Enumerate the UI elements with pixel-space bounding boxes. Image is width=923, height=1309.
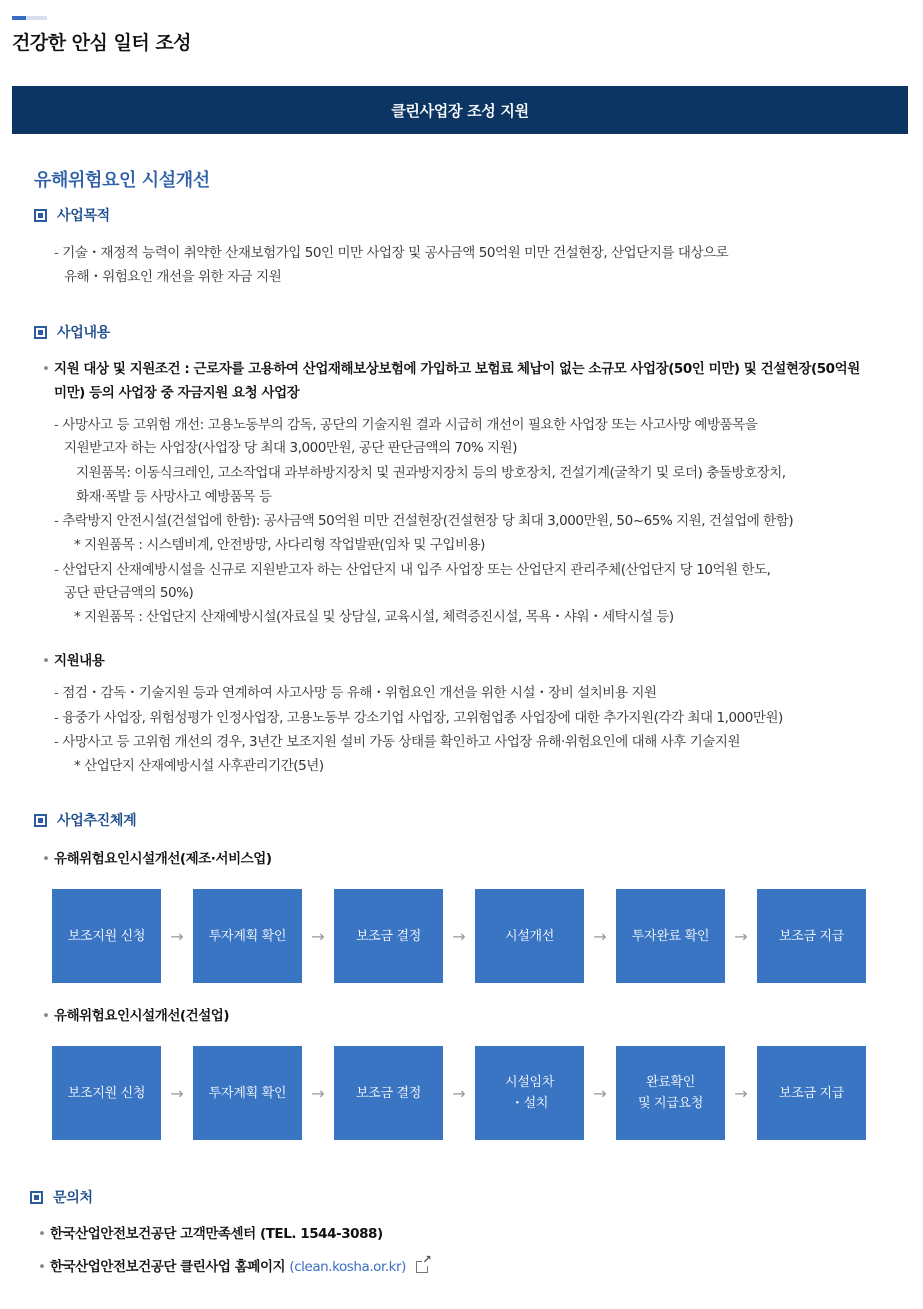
square-bullet-icon xyxy=(34,326,47,339)
contact-heading-label: 문의처 xyxy=(53,1190,93,1206)
flow1-step: 보조지원 신청 xyxy=(52,889,161,983)
flow1-title: 유해위험요인시설개선(제조·서비스업) xyxy=(54,851,272,867)
content-heading-label: 사업내용 xyxy=(57,325,110,341)
arrow-right-icon: → xyxy=(170,926,184,946)
purpose-line: - 기술・재정적 능력이 취약한 산재보험가입 50인 미만 사업장 및 공사금액 50억원 미만 건설현장, 산업단지를 대상으로 xyxy=(54,241,728,265)
support-line: * 산업단지 산재예방시설 사후관리기간(5년) xyxy=(74,758,324,774)
arrow-right-icon: → xyxy=(170,1083,184,1103)
flow1-step: 보조금 지급 xyxy=(757,889,866,983)
detail-line: 지원받고자 하는 사업장(사업장 당 최대 3,000만원, 공단 판단금액의 70% 지원) xyxy=(64,440,518,456)
support-line: - 점검・감독・기술지원 등과 연계하여 사고사망 등 유해・위험요인 개선을 위한 시설・장비 설치비용 지원 xyxy=(54,681,657,705)
detail-line: 지원품목: 이동식크레인, 고소작업대 과부하방지장치 및 권과방지장치 등의 방호장치, 건설기계(굴착기 및 로더) 충돌방호장치, xyxy=(76,465,786,481)
detail-line: - 산업단지 산재예방시설을 신규로 지원받고자 하는 산업단지 내 입주 사업장 또는 산업단지 관리주체(산업단지 당 10억원 한도, xyxy=(54,558,771,582)
system-heading xyxy=(34,810,136,830)
arrow-right-icon: → xyxy=(452,926,466,946)
target-item xyxy=(42,357,860,381)
purpose-heading xyxy=(34,205,110,225)
flow2-step: 시설임차 ・설치 xyxy=(475,1046,584,1140)
dot-bullet-icon: • xyxy=(42,361,50,377)
contact-center: 한국산업안전보건공단 고객만족센터 (TEL. 1544-3088) xyxy=(50,1226,383,1242)
detail-line: * 지원품목 : 산업단지 산재예방시설(자료실 및 상담실, 교육시설, 체력증진시설, 목욕・샤워・세탁시설 등) xyxy=(74,609,674,625)
arrow-right-icon: → xyxy=(452,1083,466,1103)
detail-line: * 지원품목 : 시스템비계, 안전방망, 사다리형 작업발판(임차 및 구입비용) xyxy=(74,537,485,553)
dot-bullet-icon: • xyxy=(38,1259,46,1275)
flow2-step: 보조금 결정 xyxy=(334,1046,443,1140)
system-heading-label: 사업추진체계 xyxy=(57,813,137,829)
arrow-right-icon: → xyxy=(311,1083,325,1103)
flow1-title-item xyxy=(42,847,272,871)
flow2-step: 완료확인 및 지급요청 xyxy=(616,1046,725,1140)
flow1-diagram xyxy=(52,889,866,983)
target-line: 지원 대상 및 지원조건 : 근로자를 고용하여 산업재해보상보험에 가입하고 보험료 체납이 없는 소규모 사업장(50인 미만) 및 건설현장(50억원 xyxy=(54,361,860,377)
homepage-link[interactable]: (clean.kosha.or.kr) xyxy=(289,1259,406,1275)
detail-line: - 추락방지 안전시설(건설업에 한함): 공사금액 50억원 미만 건설현장(건설현장 당 최대 3,000만원, 50~65% 지원, 건설업에 한함) xyxy=(54,509,793,533)
target-line: 미만) 등의 사업장 중 자금지원 요청 사업장 xyxy=(54,385,300,401)
contact-heading xyxy=(30,1187,93,1207)
support-line: - 융중가 사업장, 위험성평가 인정사업장, 고용노동부 강소기업 사업장, 고위험업종 사업장에 대한 추가지원(각각 최대 1,000만원) xyxy=(54,706,783,730)
flow1-step: 시설개선 xyxy=(475,889,584,983)
square-bullet-icon xyxy=(30,1191,43,1204)
square-bullet-icon xyxy=(34,814,47,827)
dot-bullet-icon: • xyxy=(42,653,50,669)
flow2-step: 투자계획 확인 xyxy=(193,1046,302,1140)
support-heading: 지원내용 xyxy=(54,653,105,669)
flow1-step: 보조금 결정 xyxy=(334,889,443,983)
flow2-step: 보조지원 신청 xyxy=(52,1046,161,1140)
contact-center-item xyxy=(38,1222,383,1246)
arrow-right-icon: → xyxy=(734,1083,748,1103)
support-line: - 사망사고 등 고위험 개선의 경우, 3년간 보조지원 설비 가동 상태를 확인하고 사업장 유해·위험요인에 대해 사후 기술지원 xyxy=(54,730,740,754)
banner xyxy=(12,86,908,134)
content-heading xyxy=(34,322,110,342)
dot-bullet-icon: • xyxy=(42,1008,50,1024)
dot-bullet-icon: • xyxy=(42,851,50,867)
purpose-heading-label: 사업목적 xyxy=(57,208,110,224)
support-item xyxy=(42,649,105,673)
flow2-title-item xyxy=(42,1004,230,1028)
arrow-right-icon: → xyxy=(593,926,607,946)
detail-line: - 사망사고 등 고위험 개선: 고용노동부의 감독, 공단의 기술지원 결과 시급히 개선이 필요한 사업장 또는 사고사망 예방품목을 xyxy=(54,413,757,437)
flow2-diagram xyxy=(52,1046,866,1140)
contact-homepage-item xyxy=(38,1255,428,1279)
arrow-right-icon: → xyxy=(311,926,325,946)
external-link-icon[interactable] xyxy=(416,1261,428,1273)
page-title: 건강한 안심 일터 조성 xyxy=(12,32,192,54)
arrow-right-icon: → xyxy=(734,926,748,946)
purpose-line: 유해・위험요인 개선을 위한 자금 지원 xyxy=(64,269,282,285)
flow1-step: 투자완료 확인 xyxy=(616,889,725,983)
arrow-right-icon: → xyxy=(593,1083,607,1103)
section-title: 유해위험요인 시설개선 xyxy=(34,170,210,191)
detail-line: 화재·폭발 등 사망사고 예방품목 등 xyxy=(76,489,272,505)
flow2-title: 유해위험요인시설개선(건설업) xyxy=(54,1008,230,1024)
title-accent-bar xyxy=(12,16,47,20)
banner-title: 클린사업장 조성 지원 xyxy=(391,101,529,120)
detail-line: 공단 판단금액의 50%) xyxy=(64,585,194,601)
square-bullet-icon xyxy=(34,209,47,222)
flow2-step: 보조금 지급 xyxy=(757,1046,866,1140)
contact-homepage-label: 한국산업안전보건공단 클린사업 홈페이지 xyxy=(50,1259,286,1275)
flow1-step: 투자계획 확인 xyxy=(193,889,302,983)
dot-bullet-icon: • xyxy=(38,1226,46,1242)
